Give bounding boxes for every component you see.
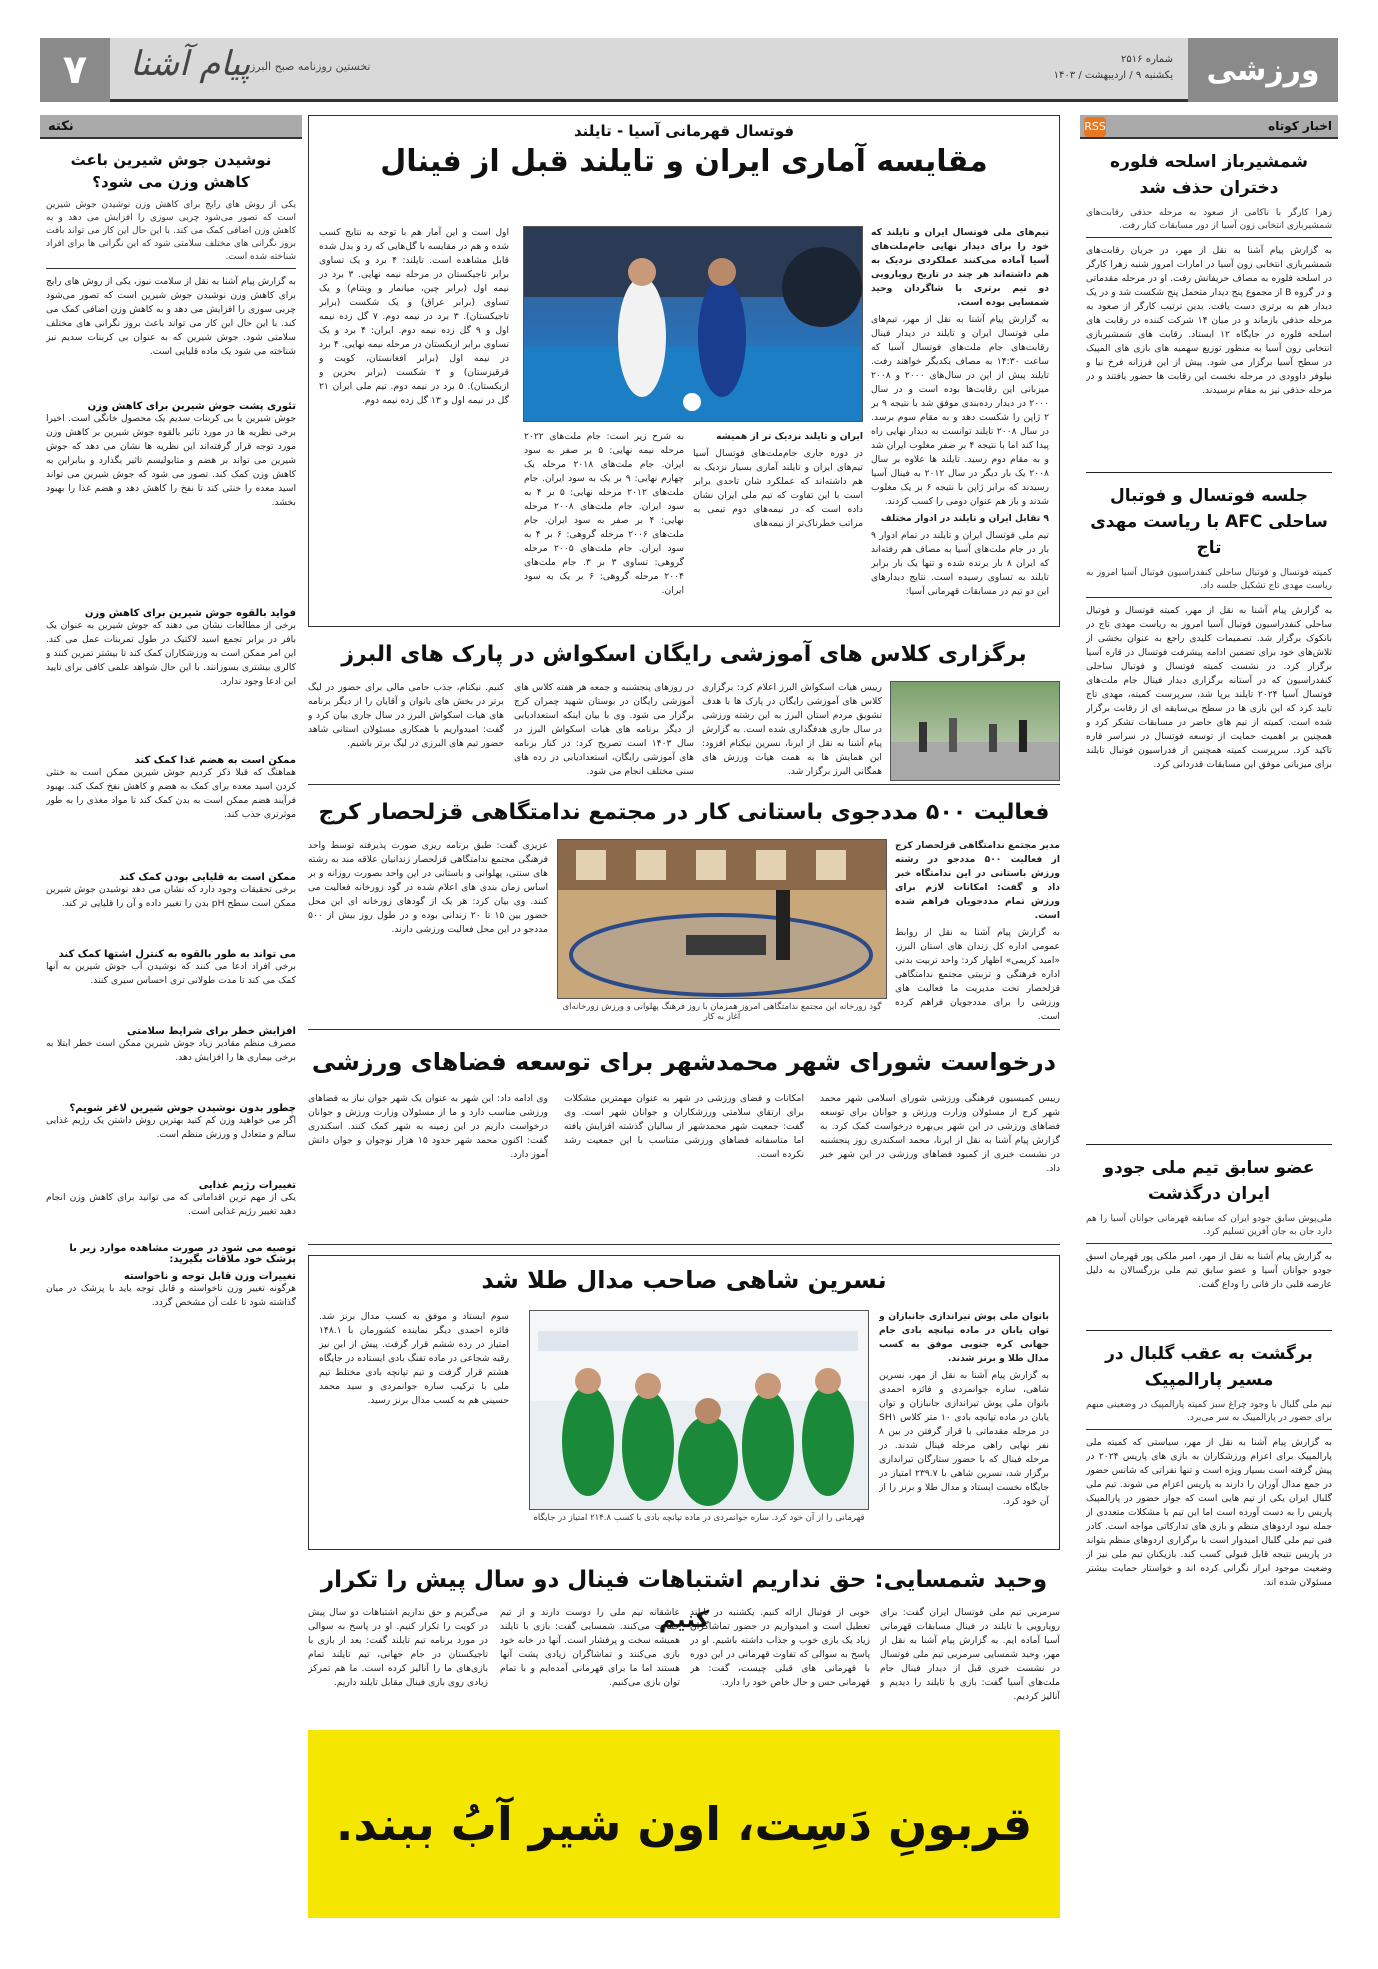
article-kicker: فوتسال قهرمانی آسیا - تایلند <box>573 122 795 140</box>
tip-subheading: تئوری پشت جوش شیرین برای کاهش وزن <box>87 401 296 412</box>
article-paragraph: سوم ایستاد و موفق به کسب مدال برنز شد. فائزه احمدی دیگر نماینده کشورمان با ۱۴۸.۱ امتیاز در رده ششم قرار گرفت. پیش از این نیز رقیه شجاعی در ماده تفنگ بادی ایستاده در جایگاه هشتم قرار گرفت و تیم تپانچه بادی مختلط تیم ملی با ترکیب ساره جوانمردی و سید محمد حسینی هم به کسب مدال برنز رسید. <box>319 1311 509 1406</box>
article-column <box>879 1310 1049 1540</box>
article-column <box>524 430 684 620</box>
tip-label: نکته <box>48 119 74 134</box>
page-header <box>40 38 1338 102</box>
tip-paragraph: برخی تحقیقات وجود دارد که نشان می دهد نوشیدن جوش شیرین ممکن است سطح pH بدن را تغییر داده و آن را قلیایی تر کند. <box>46 884 296 909</box>
short-news-header <box>1080 115 1338 139</box>
zoorkhaneh-figure <box>557 839 887 1025</box>
tip-header <box>40 115 302 139</box>
zoorkhaneh-photo <box>557 839 887 999</box>
futsal-photo-graphic <box>523 227 862 422</box>
tip-paragraph: اگر می خواهید وزن کم کنید بهترین روش داشتن یک رژیم غذایی سالم و متعادل و ورزش منظم است. <box>46 1115 296 1140</box>
short-news-list <box>1080 149 1338 1936</box>
tip-subheading: تغییرات وزن قابل توجه و ناخواسته <box>123 1271 296 1282</box>
article-paragraph: رییس کمیسیون فرهنگی ورزشی شورای اسلامی شهر محمد شهر کرج از مسئولان وزارت ورزش و جوانان برای توسعه فضاهای ورزشی در این شهر بی‌بهره درخواست کمک کرد. به گزارش پیام آشنا به نقل از ایرنا، محمد اسکندری روز پنجشنبه در نشست خبری از کمبود فضاهای ورزشی در این شهر خبر داد. <box>820 1093 1060 1174</box>
article-paragraph: سرمربی تیم ملی فوتسال ایران گفت: برای رویارویی با تایلند در فینال مسابقات قهرمانی آسیا آماده ایم. به گزارش پیام آشنا به نقل از مهر، وحید شمسایی سرمربی تیم ملی فوتسال در نشست خبری قبل از دیدار فینال جام ملت‌های آسیا گفت: بازی با تایلند را دیدیم و آنالیز کردیم. <box>880 1607 1060 1702</box>
tip-paragraph: مصرف منظم مقادیر زیاد جوش شیرین ممکن است خطر ابتلا به برخی بیماری ها را افزایش دهد. <box>46 1038 296 1063</box>
article-paragraph: تیم ملی فوتسال ایران و تایلند در تمام ادوار ۹ بار در جام ملت‌های آسیا به مصاف هم رفته‌اند که ایران ۸ بار برنده شده و تنها یک بار برابر تایلند به تساوی رسیده است. نتایج دیدارهای این دو تیم در مسابقات قهرمانی آسیا: <box>871 530 1049 597</box>
article-lead: مدیر مجتمع ندامتگاهی قزلحصار کرج از فعالیت ۵۰۰ مددجو در رشته ورزش باستانی در این ندامتگاه خبر داد و گفت: امکانات لازم برای ورزش تمام مددجویان فراهم شده است. <box>895 840 1060 921</box>
water-saving-banner <box>308 1730 1060 1918</box>
article-headline: درخواست شورای شهر محمدشهر برای توسعه فضاهای ورزشی <box>311 1048 1057 1076</box>
article-paragraph: کنیم. نیکنام، جذب حامی مالی برای حضور در لیگ برتر در بخش های بانوان و آقایان را از دیگر برنامه های هیات اسکواش البرز در سال جاری بیان کرد و گفت: امیدواریم با همکاری مسئولان استانی شاهد حضور تیم های البرزی در لیگ برتر باشیم. <box>308 682 504 749</box>
tip-article <box>40 149 302 1328</box>
issue-date: یکشنبه ۹ / اردیبهشت / ۱۴۰۳ <box>1053 70 1173 81</box>
tip-title: نوشیدن جوش شیرین باعث کاهش وزن می شود؟ <box>70 151 272 191</box>
article-paragraph: در روزهای پنجشنبه و جمعه هر هفته کلاس های آموزشی رایگان در بوستان شهید چمران کرج برگزار می شود. وی با بیان اینکه استعدادیابی از دیگر برنامه های هیات اسکواش البرز در سال ۱۴۰۳ است تصریح کرد: در کنار برنامه های آموزشی رایگان، استعدادیابی در رده های سنی مختلف انجام می شود. <box>514 682 694 777</box>
article-subheading: ایران و تایلند نزدیک تر از همیشه <box>716 431 863 442</box>
newspaper-tagline: نخستین روزنامه صبح البرز <box>250 60 371 73</box>
medalists-figure <box>529 1310 869 1542</box>
news-lead: کمیته فوتسال و فوتبال ساحلی کنفدراسیون فوتبال آسیا امروز به ریاست مهدی تاج تشکیل جلسه داد. <box>1086 567 1332 598</box>
article-squash <box>308 637 1060 785</box>
article-paragraph: رییس هیات اسکواش البرز اعلام کرد: برگزاری کلاس های آموزشی رایگان در پارک ها با هدف تشویق مردم استان البرز به این رشته ورزشی در سال جاری هدفگذاری شده است. به گزارش پیام آشنا به نقل از ایرنا، نسرین نیکنام افزود: این همایش ها به همت هیات ورزش های همگانی البرز برگزار شد. <box>702 682 882 777</box>
tip-column <box>40 115 302 1935</box>
news-title: عضو سابق تیم ملی جودو ایران درگذشت <box>1103 1158 1315 1204</box>
article-headline: فعالیت ۵۰۰ مددجوی باستانی کار در مجتمع ندامتگاهی قزلحصار کرج <box>318 800 1050 825</box>
issue-info <box>1054 52 1173 84</box>
tip-subheading: چطور بدون نوشیدن جوش شیرین لاغر شویم؟ <box>69 1103 296 1114</box>
article-paragraph: در دوره جاری جام‌ملت‌های فوتسال آسیا تیم‌های ایران و تایلند آماری بسیار نزدیک به هم داشته‌اند که عملکرد شان تاحدی برابر است با این تفاوت که تیم ملی ایران نشان داده است که در نیمه‌های دوم تیمی به مراتب خطرناک‌تر از نیمه‌های <box>693 448 863 529</box>
news-body: به گزارش پیام آشنا به نقل از مهر، امیر ملکی پور قهرمان اسبق جودو جوانان آسیا و عضو سابق تیم ملی بزرگسالان به دلیل عارضه قلبی دار فانی را وداع گفت. <box>1086 1251 1332 1290</box>
divider <box>1086 1330 1332 1331</box>
squash-class-photo <box>890 681 1060 781</box>
medalists-photo <box>529 1310 869 1510</box>
futsal-match-photo <box>523 226 863 422</box>
newspaper-logo: پیام آشنا <box>130 44 251 84</box>
tip-paragraph: هماهنگ که قبلا ذکر کردیم جوش شیرین ممکن است به خنثی کردن اسید معده برای کمک به هضم و کاهش نفخ کمک کند. بهبود فرآیند هضم ممکن است به بدن کمک کند تا مواد مغذی را به طور موثرتری جذب کند. <box>46 767 296 820</box>
tip-paragraph: هرگونه تغییر وزن ناخواسته و قابل توجه باید با پزشک در میان گذاشته شود تا علت آن مشخص گردد. <box>46 1283 296 1308</box>
article-paragraph: خوبی از فوتبال ارائه کنیم. یکشنبه در تایلند تعطیل است و امیدواریم در حضور تماشاگران زیاد یک بازی خوب و جذاب داشته باشیم. او در پاسخ به سوالی که تفاوت قهرمانی در این دوره با قهرمانی های قبلی چیست، گفت: هر قهرمانی حس و حال خاص خود را دارد. <box>690 1607 870 1688</box>
article-paragraph: امکانات و فضای ورزشی در شهر به عنوان مهمترین مشکلات برای ارتقای سلامتی ورزشکاران و جوانان شهر است. وی گفت: جمعیت شهر محمدشهر از سالیان گذشته افزایش یافته اما متاسفانه فضاهای ورزشی متناسب با این جمعیت رشد نکرده است. <box>564 1093 804 1160</box>
news-title: جلسه فوتسال و فوتبال ساحلی AFC با ریاست مهدی تاج <box>1090 486 1328 558</box>
tip-paragraph: جوش شیرین یا بی کربنات سدیم یک محصول خانگی است. اخیرا برخی نظریه ها در مورد تاثیر بالقوه جوش شیرین بر کاهش وزن مورد توجه قرار گرفته‌اند این نظریه ها نشان می دهد که جوش شیرین می تواند بر هضم و متابولیسم تاثیر بگذارد و بنابراین به کاهش وزن کمک کند. تصور می شود که جوش شیرین می تواند اسید معده را خنثی کند تا نفخ را کاهش دهد و هضم غذا را بهبود بخشد. <box>46 413 296 508</box>
article-lead: تیم‌های ملی فوتسال ایران و تایلند که خود را برای دیدار نهایی جام‌ملت‌های آسیا آماده می‌کنند عملکردی نزدیک به هم داشته‌اند هر چند در تاریخ رویارویی دو تیم برتری با شاگردان وحید شمسایی بوده است. <box>871 227 1049 308</box>
article-shamsaei <box>308 1560 1060 1722</box>
article-prison-sports <box>308 795 1060 1030</box>
article-shooting-gold <box>308 1255 1060 1550</box>
news-title: برگشت به عقب گلبال در مسیر پارالمپیک <box>1105 1344 1313 1390</box>
article-paragraph: عزیزی گفت: طبق برنامه ریزی صورت پذیرفته توسط واحد فرهنگی مجتمع ندامتگاهی قزلحصار زندانیان علاقه مند به رشته های سنتی، پهلوانی و باستانی در این واحد بصورت روزانه و بر اساس زمان بندی های اعلام شده در گود زورخانه فعالیت می کنند. وی بیان کرد: هر یک از گودهای زورخانه ای این محل حضور بین ۱۵ تا ۲۰ زندانی بوده و در طول روز بیش از ۵۰۰ مددجو در این محل فعالیت ورزشی دارند. <box>308 840 548 935</box>
article-subheading: ۹ تقابل ایران و تایلند در ادوار مختلف <box>880 513 1049 524</box>
article-paragraph: اول است و این آمار هم با توجه به نتایج کسب شده و هم در مقایسه با گل‌هایی که رد و بدل شده قابل مشاهده است. تایلند: ۴ برد و یک تساوی برابر تاجیکستان در مرحله نیمه نهایی. ۳ برد در نیمه اول (برابر چین، میانمار و ویتنام) و یک تساوی (برابر عراق) و یک شکست (برابر تاجیکستان). ۳ برد در نیمه دوم. ۷ گل زده نیمه اول و ۹ گل زده نیمه دوم. ایران: ۴ برد و یک تساوی برابر ازبکستان در مرحله نیمه نهایی. ۴ برد در نیمه اول (برابر افغانستان، کویت و قرقیزستان) و ۲ شکست (برابر بحرین و ازبکستان). ۵ برد در نیمه دوم. تیم ملی ایران ۲۱ گل در نیمه اول و ۱۳ گل زده نیمه دوم. <box>319 227 509 406</box>
tip-paragraph: به گزارش پیام آشنا به نقل از سلامت نیوز، یکی از روش های رایج برای کاهش وزن نوشیدن جوش شیرین است که تصور می‌شود چربی سوزی را افزایش می دهد و به کاهش وزن اضافی کمک می کند. با این حال این کار می تواند باعث بروز نگرانی های مختلف سلامتی شود. جوش شیرین که به عنوان بی کربنات سدیم نیز شناخته می شود یک ماده قلیایی است. <box>46 276 296 357</box>
tip-subheading: فواید بالقوه جوش شیرین برای کاهش وزن <box>84 608 296 619</box>
divider <box>1086 472 1332 473</box>
news-lead: ملی‌پوش سابق جودو ایران که سابقه قهرمانی جوانان آسیا را هم دارد جان به جان آفرین تسلیم کرد. <box>1086 1213 1332 1244</box>
medalists-photo-graphic <box>529 1311 868 1510</box>
zoorkhaneh-photo-graphic <box>557 840 886 999</box>
tip-subheading: تغییرات رژیم غذایی <box>198 1180 296 1191</box>
article-headline: نسرین شاهی صاحب مدال طلا شد <box>481 1266 887 1294</box>
news-body: به گزارش پیام آشنا به نقل از مهر، کمیته فوتسال و فوتبال ساحلی کنفدراسیون فوتبال آسیا امروز به ریاست مهدی تاج در بانکوک برگزار شد. تصمیمات کلیدی راجع به عنوان بخشی از تلاش‌های خود برای تضمین ادامه پیشرفت فوتسال در قاره آسیا برگزار کرد. در نشست کمیته فوتسال و فوتبال ساحلی کنفدراسیون که در آستانه برگزاری دیدار فینال جام ملت‌های فوتسال آسیا ۲۰۲۴ تایلند برپا شد، سرپرست کمیته، مهدی تاج تایید کرد که این بازی ها در سطح بی‌سابقه ای از رقابت برگزار شده است. کمیته از تیم های حاضر در مسابقات تشکر کرد و همچنین بر اهمیت حمایت از توسعه فوتسال در سراسر قاره تاکید کرد. سرپرست کمیته همچنین از فدراسیون فوتبال تایلند برای میزبانی موفق این مسابقات قدردانی کرد. <box>1086 605 1332 770</box>
banner-text: قربونِ دَسِت، اون شیر آبُ ببند. <box>335 1797 1033 1851</box>
photo-caption: قهرمانی را از آن خود کرد. ساره جوانمردی در ماده تپانچه بادی با کسب ۲۱۴.۸ امتیاز در جایگاه <box>533 1513 865 1523</box>
article-paragraph: می‌گیریم و حق نداریم اشتباهات دو سال پیش در کویت را تکرار کنیم. او در پاسخ به سوالی در مورد برنامه تیم تایلند گفت: بعد از بازی با تاجیکستان در جام جهانی، تیم تایلند تمام بازی‌های ما را آنالیز کرده است. ما هم تمرکز زیادی روی بازی فینال مقابل تایلند داریم. <box>308 1607 488 1688</box>
article-headline: وحید شمسایی: حق نداریم اشتباهات فینال دو سال پیش را تکرار کنیم <box>320 1567 1048 1633</box>
news-body: به گزارش پیام آشنا به نقل از مهر، در جریان رقابت‌های شمشیربازی انتخابی زون آسیا در امارات امروز شنبه زهرا کارگر در اسلحه فلوره به مصاف حریفانش رفت. او در مرحله مقدماتی و در گروه B از مجموع پنج دیدار متحمل پنج شکست شد و در یک دیدار هم به برتری دست یافت. بدین ترتیب کارگر از صعود به مرحله حذفی بازماند و در میان ۱۴ شرکت کننده در رقابت های اسلحه فلوره در جایگاه ۱۲ ایستاد. رقابت های شمشیربازی انتخابی زون آسیا به منظور توزیع سهمیه های بازی های المپیک در سطح آسیا برگزار می شود. پیش از این فرزانه فرخ نیا و نیلوفر داوودی در مرحله نخست این رقابت ها حضور یافتند و در مرحله حذفی نیز به مقام نرسیدند. <box>1086 245 1332 396</box>
tip-subheading: افزایش خطر برای شرایط سلامتی <box>127 1026 296 1037</box>
article-column <box>871 226 1049 616</box>
article-column <box>895 839 1060 1025</box>
article-headline: مقایسه آماری ایران و تایلند قبل از فینال <box>380 144 988 179</box>
article-headline: برگزاری کلاس های آموزشی رایگان اسکواش در پارک های البرز <box>341 642 1027 667</box>
squash-photo-graphic <box>890 682 1059 781</box>
article-column <box>693 430 863 620</box>
section-title: ورزشی <box>1188 38 1338 102</box>
tip-paragraph: یکی از مهم ترین اقداماتی که می توانید برای کاهش وزن انجام دهید تغییر رژیم غذایی است. <box>46 1192 296 1217</box>
article-paragraph: به گزارش پیام آشنا به نقل از مهر، تیم‌های ملی فوتسال ایران و تایلند در دیدار فینال رقابت‌های جام ملت‌های فوتسال آسیا که ساعت ۱۴:۳۰ به مصاف یکدیگر خواهند رفت. تایلند پیش از این در سال‌های ۲۰۰۰ و ۲۰۰۸ میزبانی این رقابت‌ها بوده است و در سال ۲۰۰۰ در دیدار رده‌بندی موفق شد با نتیجه ۹ بر ۲ ژاپن را شکست دهد و به مقام سوم برسد. در سال ۲۰۰۸ تایلند توانست به دیدار نهایی راه پیدا کند اما با نتیجه ۴ بر صفر مغلوب ایران شد و به مقام دوم رسید. تایلند ها علاوه بر سال ۲۰۰۸ یک بار دیگر در سال ۲۰۱۲ به فینال آسیا رسیدند که برابر ژاپن با نتیجه ۶ بر یک مغلوب شدند و باز هم عنوان دومی را کسب کردند. <box>871 314 1049 507</box>
article-paragraph: عاشقانه تیم ملی را دوست دارند و از تیم حمایت می‌کنند. شمسایی گفت: بازی با تایلند همیشه سخت و پرفشار است. آنها در خانه خود بازی می‌کنند و تماشاگران زیادی پشت آنها هستند اما ما برای قهرمانی آمده‌ایم و با تمام توان بازی می‌کنیم. <box>500 1607 680 1688</box>
article-paragraph: به گزارش پیام آشنا به نقل از مهر، نسرین شاهی، ساره جوانمردی و فائزه احمدی بانوان ملی پوش تیراندازی جانبازان و توان یابان در ماده تپانچه بادی ۱۰ متر کلاس SH۱ در مرحله مقدماتی با قرار گرفتن در بین ۸ نفر نهایی راهی مرحله فینال شدند. در مرحله فینال که با حضور ستارگان تیراندازی برگزار شد، نسرین شاهی با ۲۳۹.۷ امتیاز در جایگاه نخست ایستاد و مدال طلا و برنز را از آن خود کرد. <box>879 1370 1049 1507</box>
rss-icon[interactable]: RSS <box>1084 117 1106 137</box>
page-number: ۷ <box>40 38 110 102</box>
article-paragraph: به گزارش پیام آشنا به نقل از روابط عمومی اداره کل زندان های استان البرز، «امید کریمی» اظهار کرد: واحد تربیت بدنی اداره فرهنگی و تربیتی مجتمع ندامتگاهی قزلحصار تحت مدیریت ما فعالیت های ورزشی را برای مددجویان فراهم کرده است. <box>895 927 1060 1022</box>
tip-paragraph: برخی از مطالعات نشان می دهند که جوش شیرین به عنوان یک بافر در برابر تجمع اسید لاکتیک در طول تمرینات عمل می کند. این امر ممکن است به ورزشکاران کمک کند تا بیشتر تمرین کنند و کالری بیشتری بسوزانند. با این حال شواهد علمی کافی برای تایید این ادعا وجود ندارد. <box>46 620 296 687</box>
short-news-label: اخبار کوتاه <box>1268 119 1332 133</box>
article-city-council <box>308 1040 1060 1245</box>
news-body: به گزارش پیام آشنا به نقل از مهر، سیاستی که کمیته ملی پارالمپیک برای اعزام ورزشکاران به بازی های پاریس ۲۰۲۴ در پیش گرفته است بسیار ویژه است و تنها نفراتی که شانس حضور در جمع مدال آوران را دارند به پاریس اعزام می شوند. تیم ملی گلبال ایران یکی از تیم هایی است که جواز حضور در پارالمپیک پاریس را به دست آورده است اما این تیم با مشکلات متعددی از جمله نبود اردوهای منظم و بازی های تدارکاتی مواجه است. کادر فنی تیم ملی گلبال امیدوار است با برگزاری اردوهای منظم بتواند در پاریس نتیجه قابل قبولی کسب کند. بازیکنان تیم ملی نیز از وضعیت موجود ابراز نگرانی کرده اند و خواستار حمایت بیشتر مسئولان شده اند. <box>1086 1437 1332 1588</box>
article-lead: بانوان ملی پوش تیراندازی جانبازان و توان یابان در ماده تپانچه بادی جام جهانی کره جنوبی موفق به کسب مدال طلا و برنز شدند. <box>879 1311 1049 1364</box>
tip-lead: یکی از روش های رایج برای کاهش وزن نوشیدن جوش شیرین است که تصور می‌شود چربی سوزی را افزایش می دهد و به کاهش وزن اضافی کمک می کند. با این حال این کار می تواند بافت بروز نگرانی های مختلف سلامتی شود که این نگرانی ها برای افراد شناخته شده است. <box>46 199 296 269</box>
article-column <box>319 226 509 616</box>
photo-caption: گود زورخانه این مجتمع ندامتگاهی امروز همزمان با روز فرهنگ پهلوانی و ورزش زورخانه‌ای آغاز به کار <box>562 1002 882 1022</box>
divider <box>1086 1144 1332 1145</box>
tip-subheading: می تواند به طور بالقوه به کنترل اشتها کمک کند <box>58 949 296 960</box>
article-paragraph: وی ادامه داد: این شهر به عنوان یک شهر جوان نیاز به فضاهای ورزشی مناسب دارد و ما از مسئولان وزارت ورزش و جوانان درخواست داریم در این زمینه به شهر کمک کنند. اسکندری گفت: اکنون محمد شهر حدود ۱۵ هزار نوجوان و جوان دانش آموز دارد. <box>308 1093 548 1160</box>
news-lead: تیم ملی گلبال با وجود چراغ سبز کمیته پارالمپیک در وضعیتی مبهم برای حضور در پارالمپیک به سر می‌برد. <box>1086 1399 1332 1430</box>
issue-number: شماره ۲۵۱۶ <box>1121 54 1173 65</box>
short-news-column <box>1080 115 1338 1935</box>
article-futsal-stats <box>308 115 1060 627</box>
tip-paragraph: برخی افراد ادعا می کنند که نوشیدن آب جوش شیرین به آنها کمک می کند تا مدت طولانی تری احساس سیری کنند. <box>46 961 296 986</box>
article-paragraph: به شرح زیر است: جام ملت‌های ۲۰۲۲ مرحله نیمه نهایی: ۵ بر صفر به سود ایران. جام ملت‌های ۲۰۱۸ مرحله یک چهارم نهایی: ۹ بر یک به سود ایران. جام ملت‌های ۲۰۱۲ مرحله نهایی: ۵ بر ۴ به سود ایران. جام ملت‌های ۲۰۰۸ مرحله نهایی: ۴ بر صفر به سود ایران. جام ملت‌های ۲۰۰۶ مرحله گروهی: ۶ بر ۴ به سود ایران. جام ملت‌های ۲۰۰۵ مرحله گروهی: تساوی ۳ بر ۳. جام ملت‌های ۲۰۰۴ مرحله گروهی: ۶ بر یک به سود ایران. <box>524 431 684 596</box>
news-lead: زهرا کارگر با ناکامی از صعود به مرحله حذفی رقابت‌های شمشیربازی انتخابی زون آسیا از دور مسابقات کنار رفت. <box>1086 207 1332 238</box>
tip-subheading: ممکن است به هضم غذا کمک کند <box>134 755 296 766</box>
tip-subheading: توصیه می شود در صورت مشاهده موارد زیر با پزشک خود ملاقات بگیرید: <box>69 1243 296 1265</box>
tip-subheading: ممکن است به قلیایی بودن کمک کند <box>119 872 296 883</box>
news-title: شمشیرباز اسلحه فلوره دختران حذف شد <box>1110 152 1308 198</box>
